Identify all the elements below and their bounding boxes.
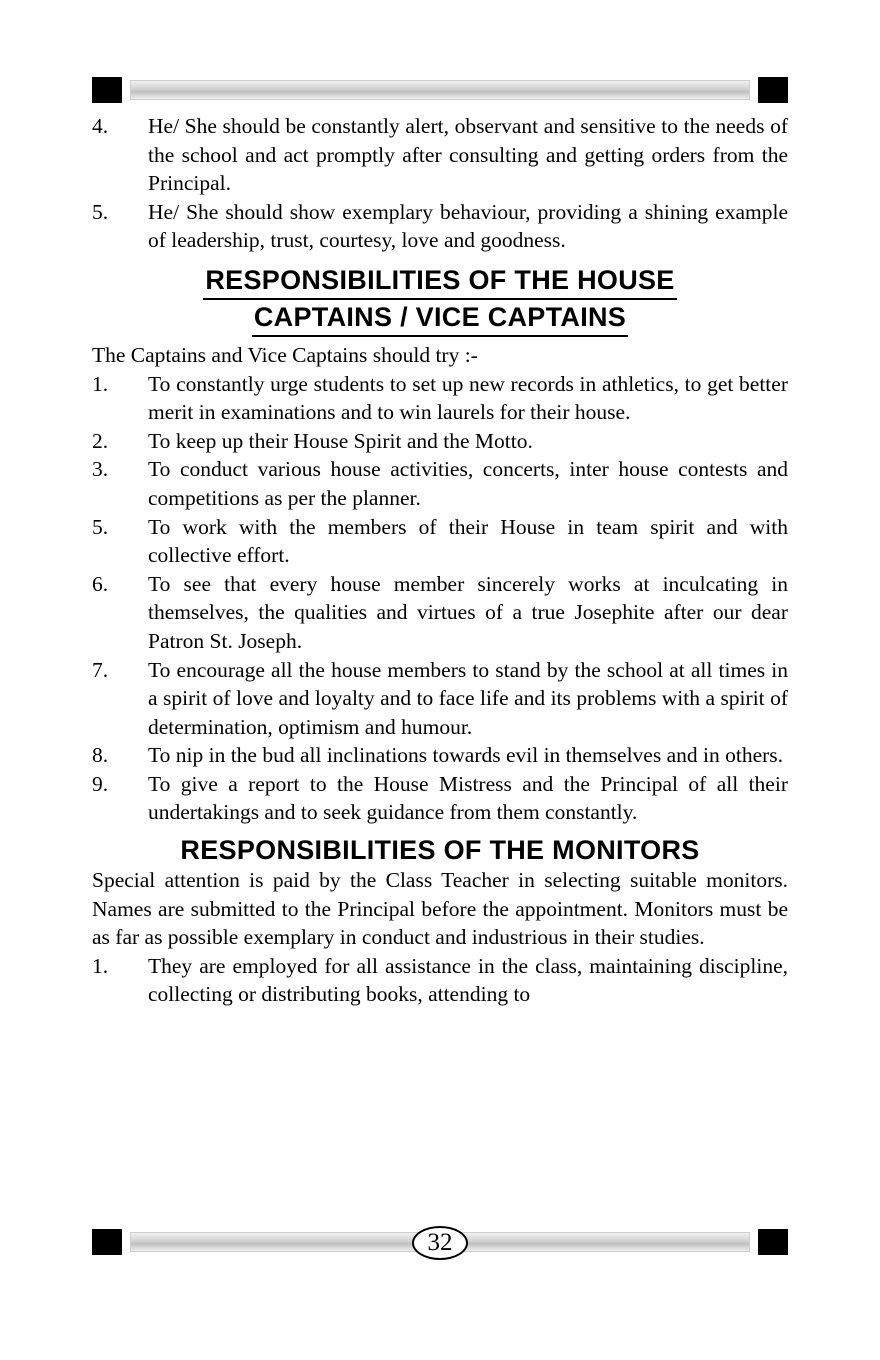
monitors-list — [92, 952, 788, 1009]
list-item — [92, 370, 788, 427]
list-item-number: 7. — [92, 657, 109, 682]
house-captains-list — [92, 370, 788, 828]
list-item-number: 1. — [92, 371, 109, 396]
footer-gradient-bar — [130, 1232, 750, 1252]
list-item — [92, 770, 788, 827]
list-item-number: 8. — [92, 743, 109, 768]
list-item-text: To give a report to the House Mistress and the Principal of all their undertakings and to seek guidance from them constantly. — [148, 771, 788, 825]
list-item-text: To keep up their House Spirit and the Motto. — [148, 428, 533, 453]
footer-right-square-icon — [758, 1229, 788, 1255]
list-item-number: 5. — [92, 514, 109, 539]
list-item-number: 1. — [92, 953, 109, 978]
continued-list — [92, 112, 788, 255]
footer-rule — [92, 1228, 788, 1256]
section-title-monitors: RESPONSIBILITIES OF THE MONITORS — [180, 835, 700, 866]
section-title-house-captains-line1: RESPONSIBILITIES OF THE HOUSE — [92, 265, 788, 300]
list-item — [92, 427, 788, 456]
page-content — [92, 112, 788, 1009]
list-item — [92, 112, 788, 198]
list-item-text: To conduct various house activities, concerts, inter house contests and competitions as per the planner. — [148, 457, 788, 510]
list-item-text: To nip in the bud all inclinations towards evil in themselves and in others. — [148, 743, 784, 768]
list-item — [92, 570, 788, 656]
list-item-text: To see that every house member sincerely works at inculcating in themselves, the qualities and virtues of a true Josephite after our dear Patron St. Joseph. — [148, 571, 788, 653]
house-captains-intro: The Captains and Vice Captains should try :- — [92, 342, 478, 367]
list-item-number: 5. — [92, 199, 109, 224]
list-item — [92, 741, 788, 770]
footer-left-square-icon — [92, 1229, 122, 1255]
section-title-house-captains-line2: CAPTAINS / VICE CAPTAINS — [92, 302, 788, 337]
list-item-number: 2. — [92, 428, 109, 453]
list-item — [92, 656, 788, 742]
header-left-square-icon — [92, 77, 122, 103]
list-item-number: 9. — [92, 771, 109, 796]
list-item-text: To work with the members of their House in team spirit and with collective effort. — [148, 514, 788, 568]
list-item-text: He/ She should be constantly alert, observant and sensitive to the needs of the school and act promptly after consulting and getting orders from the Principal. — [148, 114, 788, 196]
list-item-text: They are employed for all assistance in the class, maintaining discipline, collecting or distributing books, attending to — [148, 953, 788, 1007]
page-number: 32 — [412, 1226, 468, 1260]
list-item-text: To constantly urge students to set up new records in athletics, to get better merit in examinations and to win laurels for their house. — [148, 371, 788, 425]
list-item-number: 3. — [92, 457, 109, 482]
list-item — [92, 198, 788, 255]
list-item — [92, 455, 788, 512]
list-item-text: To encourage all the house members to stand by the school at all times in a spirit of love and loyalty and to face life and its problems with a spirit of determination, optimism and humour. — [148, 657, 788, 739]
list-item — [92, 952, 788, 1009]
header-right-square-icon — [758, 77, 788, 103]
list-item-text: He/ She should show exemplary behaviour, providing a shining example of leadership, trust, courtesy, love and goodness. — [148, 199, 788, 253]
header-gradient-bar — [130, 80, 750, 100]
list-item-number: 4. — [92, 114, 109, 138]
list-item-number: 6. — [92, 571, 109, 596]
list-item — [92, 513, 788, 570]
monitors-intro: Special attention is paid by the Class Teacher in selecting suitable monitors. Names are submitted to the Principal before the appointment. Monitors must be as far as possible exemplary in conduct and industrious in their studies. — [92, 868, 788, 950]
header-rule — [92, 76, 788, 104]
